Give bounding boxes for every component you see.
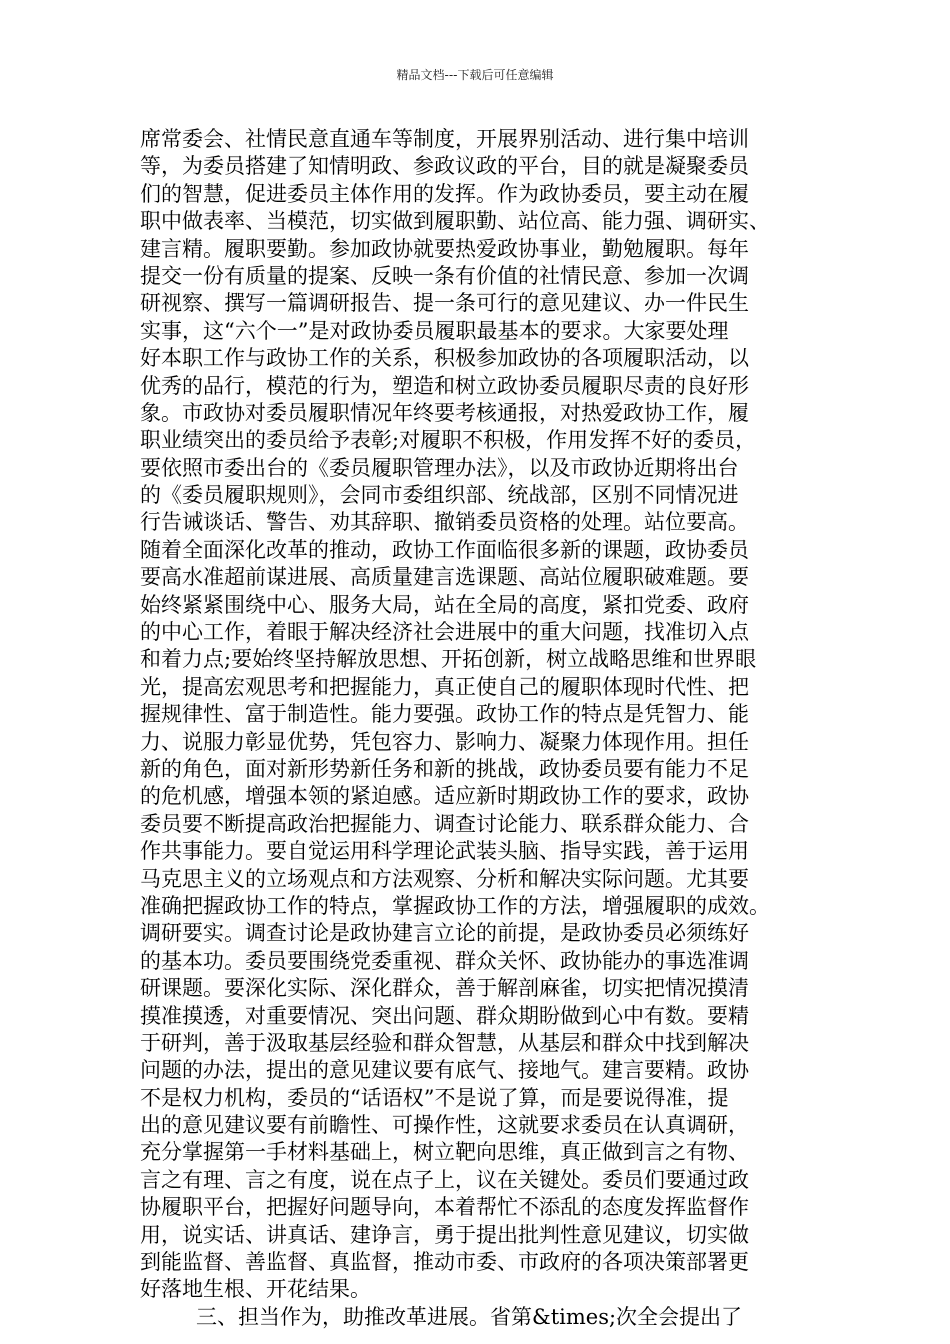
- text-line: 问题的办法，提出的意见建议要有底气、接地气。建言要精。政协: [140, 1058, 749, 1083]
- text-line: 等，为委员搭建了知情明政、参政议政的平台，目的就是凝聚委员: [140, 154, 749, 179]
- text-line: 力、说服力彰显优势，凭包容力、影响力、凝聚力体现作用。担任: [140, 729, 749, 754]
- text-line: 们的智慧，促进委员主体作用的发挥。作为政协委员，要主动在履: [140, 181, 749, 206]
- text-line: 握规律性、富于制造性。能力要强。政协工作的特点是凭智力、能: [140, 702, 749, 727]
- text-line: 用，说实话、讲真话、建诤言，勇于提出批判性意见建议，切实做: [140, 1222, 749, 1247]
- text-line: 的基本功。委员要围绕党委重视、群众关怀、政协能办的事选准调: [140, 948, 749, 973]
- text-line: 光，提高宏观思考和把握能力，真正使自己的履职体现时代性、把: [140, 674, 749, 699]
- text-line: 的《委员履职规则》，会同市委组织部、统战部，区别不同情况进: [140, 483, 739, 508]
- text-line: 行告诫谈话、警告、劝其辞职、撤销委员资格的处理。站位要高。: [140, 510, 749, 535]
- text-line: 实事，这“六个一”是对政协委员履职最基本的要求。大家要处理: [140, 318, 729, 343]
- text-line: 好本职工作与政协工作的关系，积极参加政协的各项履职活动，以: [140, 346, 749, 371]
- text-line: 研课题。要深化实际、深化群众，善于解剖麻雀，切实把情况摸清: [140, 976, 749, 1001]
- text-line: 的中心工作，着眼于解决经济社会进展中的重大问题，找准切入点: [140, 620, 749, 645]
- page-header: 精品文档---下载后可任意编辑: [396, 68, 554, 82]
- text-line: 的危机感，增强本领的紧迫感。适应新时期政协工作的要求，政协: [140, 784, 749, 809]
- text-line: 职中做表率、当模范，切实做到履职勤、站位高、能力强、调研实、: [140, 209, 770, 234]
- text-line: 要高水准超前谋进展、高质量建言选课题、高站位履职破难题。要: [140, 565, 749, 590]
- section-heading-line: 三、担当作为，助推改革进展。省第&times;次全会提出了: [196, 1304, 743, 1329]
- text-line: 委员要不断提高政治把握能力、调查讨论能力、联系群众能力、合: [140, 811, 749, 836]
- text-line: 和着力点;要始终坚持解放思想、开拓创新，树立战略思维和世界眼: [140, 647, 757, 672]
- text-line: 协履职平台，把握好问题导向，本着帮忙不添乱的态度发挥监督作: [140, 1195, 749, 1220]
- text-line: 建言精。履职要勤。参加政协就要热爱政协事业，勤勉履职。每年: [140, 236, 749, 261]
- text-line: 优秀的品行，模范的行为，塑造和树立政协委员履职尽责的良好形: [140, 373, 749, 398]
- text-line: 提交一份有质量的提案、反映一条有价值的社情民意、参加一次调: [140, 263, 749, 288]
- text-line: 职业绩突出的委员给予表彰;对履职不积极，作用发挥不好的委员，: [140, 428, 757, 453]
- text-line: 要依照市委出台的《委员履职管理办法》，以及市政协近期将出台: [140, 455, 739, 480]
- text-line: 准确把握政协工作的特点，掌握政协工作的方法，增强履职的成效。: [140, 893, 770, 918]
- text-line: 作共事能力。要自觉运用科学理论武装头脑、指导实践，善于运用: [140, 839, 749, 864]
- text-line: 马克思主义的立场观点和方法观察、分析和解决实际问题。尤其要: [140, 866, 749, 891]
- text-line: 随着全面深化改革的推动，政协工作面临很多新的课题，政协委员: [140, 537, 749, 562]
- text-line: 出的意见建议要有前瞻性、可操作性，这就要求委员在认真调研，: [140, 1113, 749, 1138]
- text-line: 不是权力机构，委员的“话语权”不是说了算，而是要说得准，提: [140, 1085, 729, 1110]
- text-line: 调研要实。调查讨论是政协建言立论的前提，是政协委员必须练好: [140, 921, 749, 946]
- text-line: 好落地生根、开花结果。: [140, 1277, 371, 1302]
- text-line: 始终紧紧围绕中心、服务大局，站在全局的高度，紧扣党委、政府: [140, 592, 749, 617]
- text-line: 研视察、撰写一篇调研报告、提一条可行的意见建议、办一件民生: [140, 291, 749, 316]
- text-line: 席常委会、社情民意直通车等制度，开展界别活动、进行集中培训: [140, 127, 749, 151]
- text-line: 充分掌握第一手材料基础上，树立靶向思维，真正做到言之有物、: [140, 1140, 749, 1165]
- text-line: 新的角色，面对新形势新任务和新的挑战，政协委员要有能力不足: [140, 756, 749, 781]
- document-body: [140, 126, 830, 1331]
- text-line: 言之有理、言之有度，说在点子上，议在关键处。委员们要通过政: [140, 1167, 749, 1192]
- text-line: 于研判，善于汲取基层经验和群众智慧，从基层和群众中找到解决: [140, 1030, 749, 1055]
- text-line: 象。市政协对委员履职情况年终要考核通报，对热爱政协工作，履: [140, 400, 749, 425]
- text-line: 摸准摸透，对重要情况、突出问题、群众期盼做到心中有数。要精: [140, 1003, 749, 1028]
- text-line: 到能监督、善监督、真监督，推动市委、市政府的各项决策部署更: [140, 1250, 749, 1275]
